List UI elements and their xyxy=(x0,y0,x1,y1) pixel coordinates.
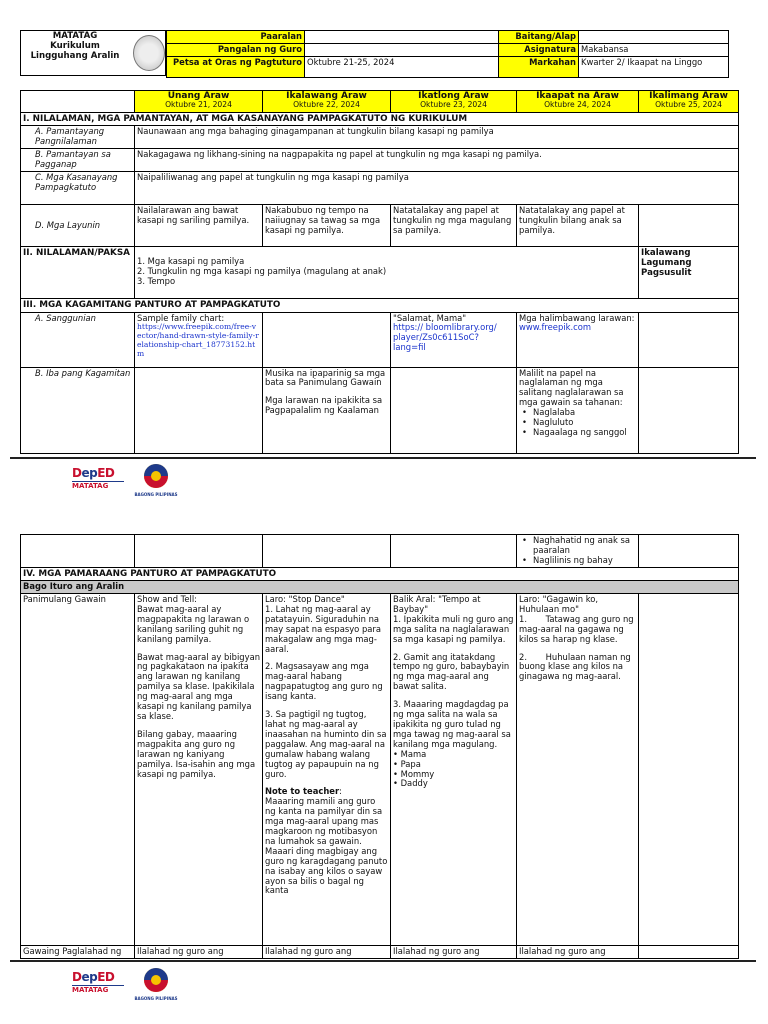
page-divider xyxy=(10,960,756,962)
objective-day2: Nakabubuo ng tempo na naiiugnay sa tawag sa mga kasapi ng pamilya. xyxy=(263,205,391,247)
objective-day1: Nailalarawan ang bawat kasapi ng sariling pamilya. xyxy=(135,205,263,247)
content-standard-text: Naunawaan ang mga bahaging ginagampanan at tungkulin bilang kasapi ng pamilya xyxy=(135,126,739,149)
note-to-teacher-label: Note to teacher xyxy=(265,786,340,797)
presentation-label: Gawaing Paglalahad ng xyxy=(21,946,135,959)
list-item: • Mama xyxy=(393,748,427,759)
subject-value: Makabansa xyxy=(579,44,729,57)
intro-day2: Laro: "Stop Dance" 1. Lahat ng mag-aaral ay patatayuin. Siguraduhin na may sapat na espasyo para makagalaw ang mga mag-aaral. 2. Magsasayaw ang mga mag-aaral habang nagpapatugtog ang guro ng isang kanta. 3. Sa pagtigil ng tugtog, lahat ng mag-aaral ay inaasahan na huminto din sa paggalaw. Ang mag-aaral na gumalaw habang walang tugtog ay papaupuin na ng guro. Note to teacher: Maaaring mamili ang guro ng kanta na pamilyar din sa mga mag-aaral upang mas magkaroon ng motibasyon na lumahok sa gawain. Maaari ding magbigay ang guro ng karagdagang panuto na isabay ang kilos o sayaw ayon sa bilis o bagal ng kanta xyxy=(263,594,391,946)
lesson-table-page1 xyxy=(20,90,739,454)
school-label: Paaralan xyxy=(167,31,305,44)
topic-item-3: 3. Tempo xyxy=(137,276,176,286)
freepik-chart-link[interactable]: https://www.freepik.com/free-vector/hand-drawn-style-family-relationship-chart_18773152.htm xyxy=(137,322,259,359)
list-item: • Daddy xyxy=(393,778,428,789)
list-item: • Naglilinis ng bahay xyxy=(519,556,636,566)
competencies-label: C. Mga Kasanayang Pampagkatuto xyxy=(21,172,135,205)
references-label: A. Sanggunian xyxy=(21,312,135,367)
reference-day3: "Salamat, Mama" https:// bloomlibrary.org/ player/Zs0c611SoC? lang=fil xyxy=(391,312,517,367)
intro-day3: Balik Aral: "Tempo at Baybay" 1. Ipakikita muli ng guro ang mga salita na naglalarawan sa mga kasapi ng pamilya. 2. Gamit ang itatakdang tempo ng guro, babaybayin ng mga mag-aaral ang bawat salita. 3. Maaaring magdagdag pa ng mga salita na wala sa ipakikita ng guro tulad ng mga tawag ng mag-aaral sa kanilang mga magulang. • Mama • Papa • Mommy • Daddy xyxy=(391,594,517,946)
topic-item-2: 2. Tungkulin ng mga kasapi ng pamilya (magulang at anak) xyxy=(137,266,387,277)
topic-item-1: 1. Mga kasapi ng pamilya xyxy=(137,256,245,267)
presentation-day1: Ilalahad ng guro ang xyxy=(135,946,263,959)
intro-day4: Laro: "Gagawin ko, Huhulaan mo" 1. Tatawag ang guro ng mag-aaral na gagawa ng kilos sa harap ng klase. 2. Huhulaan naman ng buong klase ang kilos na ginagawa ng mag-aaral. xyxy=(517,594,639,946)
date-label: Petsa at Oras ng Pagtuturo xyxy=(167,56,305,77)
date-value: Oktubre 21-25, 2024 xyxy=(305,56,499,77)
reference-day4: Mga halimbawang larawan: www.freepik.com xyxy=(517,312,639,367)
summative-test: Ikalawang Lagumang Pagsusulit xyxy=(639,247,739,299)
content-standard-label: A. Pamantayang Pangnilalaman xyxy=(21,126,135,149)
header-title-cell xyxy=(20,30,166,76)
presentation-day4: Ilalahad ng guro ang xyxy=(517,946,639,959)
before-lesson-bar: Bago Ituro ang Aralin xyxy=(21,581,739,594)
bloomlibrary-link[interactable]: https:// bloomlibrary.org/ player/Zs0c611SoC? lang=fil xyxy=(393,322,497,353)
day-header-1: Unang Araw Oktubre 21, 2024 xyxy=(135,91,263,113)
list-item: • Papa xyxy=(393,758,421,769)
subject-label: Asignatura xyxy=(499,44,579,57)
topic-list xyxy=(135,247,639,299)
performance-standard-text: Nakagagawa ng likhang-sining na nagpapakita ng papel at tungkulin ng mga kasapi ng pamilya. xyxy=(135,149,739,172)
materials-day2: Musika na ipaparinig sa mga bata sa Panimulang Gawain Mga larawan na ipakikita sa Pagpapalalim ng Kaalaman xyxy=(263,367,391,453)
bagong-pilipinas-logo: BAGONG PILIPINAS xyxy=(134,462,178,498)
lesson-table-page2 xyxy=(20,534,739,959)
intro-activity-label: Panimulang Gawain xyxy=(21,594,135,946)
section4-title: IV. MGA PAMARAANG PANTURO AT PAMPAGKATUTO xyxy=(21,567,739,580)
list-item: • Mommy xyxy=(393,768,435,779)
objective-day4: Natatalakay ang papel at tungkulin bilang anak sa pamilya. xyxy=(517,205,639,247)
section3-title: III. MGA KAGAMITANG PANTURO AT PAMPAGKATUTO xyxy=(21,299,739,312)
deped-matatag-logo: DepED MATATAG xyxy=(72,970,124,1000)
grade-label: Baitang/Alap xyxy=(499,31,579,44)
teacher-value xyxy=(305,44,499,57)
list-item: • Nagaalaga ng sanggol xyxy=(519,428,636,438)
freepik-link[interactable]: www.freepik.com xyxy=(519,322,591,333)
list-item: • Nagluluto xyxy=(519,418,636,428)
page-divider xyxy=(10,457,756,459)
teacher-label: Pangalan ng Guro xyxy=(167,44,305,57)
section2-title: II. NILALAMAN/PAKSA xyxy=(21,247,135,299)
presentation-day2: Ilalahad ng guro ang xyxy=(263,946,391,959)
header-title: MATATAG Kurikulum Lingguhang Aralin xyxy=(30,31,120,61)
materials-day4: Malilit na papel na naglalaman ng mga salitang naglalarawan sa mga gawain sa tahanan: • Naglalaba • Nagluluto • Nagaalaga ng sanggol xyxy=(517,367,639,453)
objectives-label: D. Mga Layunin xyxy=(21,205,135,247)
competencies-text: Naipaliliwanag ang papel at tungkulin ng mga kasapi ng pamilya xyxy=(135,172,739,205)
school-value xyxy=(305,31,499,44)
deped-matatag-logo: DepED MATATAG xyxy=(72,466,124,496)
list-item: • Naglalaba xyxy=(519,408,636,418)
day-header-4: Ikaapat na Araw Oktubre 24, 2024 xyxy=(517,91,639,113)
day-header-3: Ikatlong Araw Oktubre 23, 2024 xyxy=(391,91,517,113)
materials-day4-cont xyxy=(517,535,639,568)
bagong-pilipinas-logo: BAGONG PILIPINAS xyxy=(134,966,178,1002)
header-fields-table xyxy=(166,30,729,78)
deped-seal-icon xyxy=(133,35,165,71)
intro-day1: Show and Tell: Bawat mag-aaral ay magpapakita ng larawan o kanilang sariling guhit ng kanilang pamilya. Bawat mag-aaral ay bibigyan ng pagkakataon na ipakita ang larawan ng kanilang pamilya sa klase. Ipakikilala ng mag-aaral ang mga kasapi ng kanilang pamilya sa klase. Bilang gabay, maaaring magpakita ang guro ng larawan ng kaniyang pamilya. Isa-isahin ang mga kasapi ng pamilya. xyxy=(135,594,263,946)
quarter-label: Markahan xyxy=(499,56,579,77)
grade-value xyxy=(579,31,729,44)
objective-day3: Natatalakay ang papel at tungkulin ng mga magulang sa pamilya. xyxy=(391,205,517,247)
list-item: • Naghahatid ng anak sa paaralan xyxy=(519,536,636,556)
day-header-2: Ikalawang Araw Oktubre 22, 2024 xyxy=(263,91,391,113)
presentation-day3: Ilalahad ng guro ang xyxy=(391,946,517,959)
performance-standard-label: B. Pamantayan sa Pagganap xyxy=(21,149,135,172)
day-header-5: Ikalimang Araw Oktubre 25, 2024 xyxy=(639,91,739,113)
reference-day1: Sample family chart: https://www.freepik.com/free-vector/hand-drawn-style-family-relationship-chart_18773152.htm xyxy=(135,312,263,367)
section1-title: I. NILALAMAN, MGA PAMANTAYAN, AT MGA KASANAYANG PAMPAGKATUTO NG KURIKULUM xyxy=(21,113,739,126)
other-materials-label: B. Iba pang Kagamitan xyxy=(21,367,135,453)
quarter-value: Kwarter 2/ Ikaapat na Linggo xyxy=(579,56,729,77)
